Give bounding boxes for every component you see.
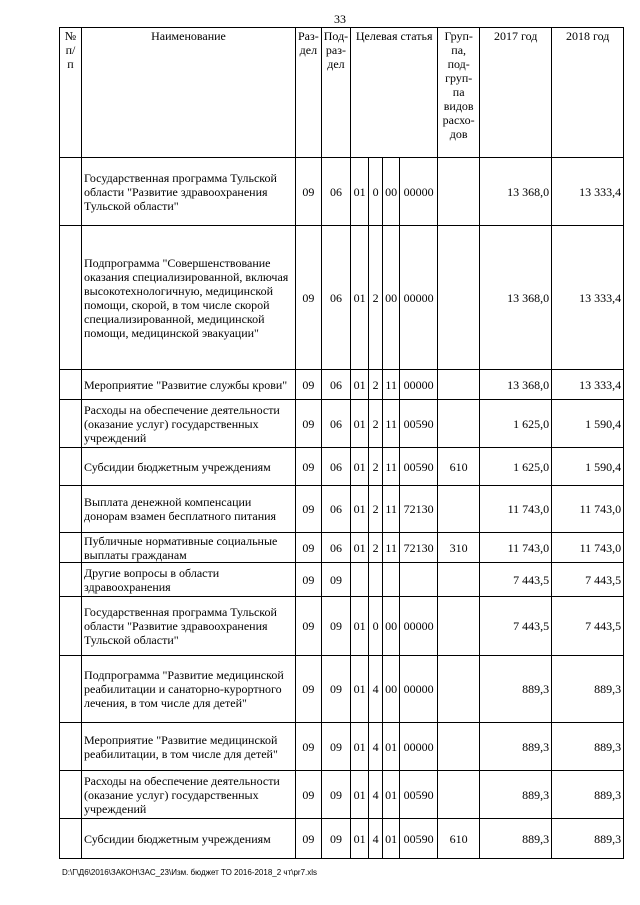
cell-razdel: 09	[296, 158, 322, 226]
cell-cs1: 01	[351, 400, 369, 448]
cell-cs2: 2	[369, 370, 383, 400]
cell-cs3: 00	[383, 158, 400, 226]
header-subsection: Под-раз-дел	[321, 28, 350, 158]
cell-group	[438, 771, 480, 819]
cell-cs4: 72130	[400, 486, 438, 533]
cell-y2017: 889,3	[480, 656, 552, 723]
cell-no	[60, 563, 82, 597]
cell-y2018: 13 333,4	[552, 370, 624, 400]
cell-cs1: 01	[351, 597, 369, 656]
table-row	[60, 486, 624, 533]
table-row	[60, 723, 624, 771]
cell-no	[60, 448, 82, 486]
header-year-2018: 2018 год	[552, 28, 624, 158]
cell-podrazdel: 06	[321, 158, 350, 226]
cell-cs3: 11	[383, 400, 400, 448]
header-target-item: Целевая статья	[351, 28, 438, 158]
table-row	[60, 771, 624, 819]
table-body	[60, 158, 624, 859]
cell-name: Подпрограмма "Совершенствование оказания специализированной, включая высокотехнологичную, медицинской помощи, скорой, в том числе скорой специализированной, медицинской помощи, медицинской эвакуации"	[82, 226, 296, 370]
cell-name: Другие вопросы в области здравоохранения	[82, 563, 296, 597]
budget-table	[59, 27, 624, 859]
cell-cs1: 01	[351, 533, 369, 563]
cell-razdel: 09	[296, 400, 322, 448]
cell-group	[438, 370, 480, 400]
cell-no	[60, 158, 82, 226]
cell-name: Государственная программа Тульской области "Развитие здравоохранения Тульской области"	[82, 158, 296, 226]
cell-group	[438, 226, 480, 370]
cell-cs4: 00000	[400, 226, 438, 370]
cell-razdel: 09	[296, 370, 322, 400]
cell-cs1: 01	[351, 819, 369, 859]
cell-y2017: 11 743,0	[480, 486, 552, 533]
table-row	[60, 656, 624, 723]
header-name: Наименование	[82, 28, 296, 158]
cell-cs1: 01	[351, 656, 369, 723]
cell-cs3: 11	[383, 448, 400, 486]
cell-y2018: 11 743,0	[552, 486, 624, 533]
header-section: Раз-дел	[296, 28, 322, 158]
cell-podrazdel: 06	[321, 400, 350, 448]
cell-razdel: 09	[296, 563, 322, 597]
cell-cs3: 01	[383, 771, 400, 819]
cell-y2017: 11 743,0	[480, 533, 552, 563]
cell-podrazdel: 09	[321, 819, 350, 859]
cell-cs4: 00000	[400, 370, 438, 400]
cell-group	[438, 597, 480, 656]
table-row	[60, 226, 624, 370]
cell-group	[438, 656, 480, 723]
cell-no	[60, 656, 82, 723]
cell-cs3: 11	[383, 486, 400, 533]
cell-y2018: 889,3	[552, 723, 624, 771]
cell-y2017: 1 625,0	[480, 400, 552, 448]
cell-razdel: 09	[296, 723, 322, 771]
cell-no	[60, 486, 82, 533]
cell-cs2: 2	[369, 448, 383, 486]
cell-y2018: 13 333,4	[552, 158, 624, 226]
table-row	[60, 597, 624, 656]
cell-cs2: 2	[369, 486, 383, 533]
cell-cs3: 00	[383, 226, 400, 370]
cell-cs2: 4	[369, 723, 383, 771]
cell-group	[438, 723, 480, 771]
cell-y2018: 889,3	[552, 656, 624, 723]
cell-cs2: 0	[369, 158, 383, 226]
table-row	[60, 400, 624, 448]
cell-cs2: 4	[369, 656, 383, 723]
cell-podrazdel: 06	[321, 533, 350, 563]
cell-name: Субсидии бюджетным учреждениям	[82, 448, 296, 486]
cell-podrazdel: 09	[321, 563, 350, 597]
cell-cs1: 01	[351, 723, 369, 771]
cell-razdel: 09	[296, 819, 322, 859]
cell-cs3: 00	[383, 656, 400, 723]
cell-y2018: 7 443,5	[552, 563, 624, 597]
cell-group	[438, 486, 480, 533]
cell-cs4	[400, 563, 438, 597]
cell-cs4: 00590	[400, 448, 438, 486]
file-path-footer: D:\Г\Д6\2016\ЗАКОН\ЗАС_23\Изм. бюджет ТО 2016-2018_2 чт\рr7.xls	[62, 868, 318, 877]
cell-cs3: 01	[383, 723, 400, 771]
cell-group: 310	[438, 533, 480, 563]
cell-group: 610	[438, 448, 480, 486]
cell-y2017: 7 443,5	[480, 563, 552, 597]
cell-podrazdel: 06	[321, 486, 350, 533]
cell-razdel: 09	[296, 771, 322, 819]
table-row	[60, 158, 624, 226]
page-number: 33	[334, 12, 346, 26]
table-row	[60, 370, 624, 400]
cell-y2018: 11 743,0	[552, 533, 624, 563]
cell-cs1: 01	[351, 370, 369, 400]
cell-no	[60, 370, 82, 400]
cell-name: Мероприятие "Развитие медицинской реабилитации, в том числе для детей"	[82, 723, 296, 771]
table-row	[60, 563, 624, 597]
cell-name: Мероприятие "Развитие службы крови"	[82, 370, 296, 400]
cell-cs4: 00000	[400, 597, 438, 656]
cell-y2017: 889,3	[480, 723, 552, 771]
cell-y2017: 7 443,5	[480, 597, 552, 656]
cell-group: 610	[438, 819, 480, 859]
cell-name: Подпрограмма "Развитие медицинской реабилитации и санаторно-курортного лечения, в том числе для детей"	[82, 656, 296, 723]
cell-no	[60, 400, 82, 448]
cell-y2018: 1 590,4	[552, 400, 624, 448]
cell-name: Государственная программа Тульской области "Развитие здравоохранения Тульской области"	[82, 597, 296, 656]
cell-name: Выплата денежной компенсации донорам взамен бесплатного питания	[82, 486, 296, 533]
cell-podrazdel: 06	[321, 226, 350, 370]
cell-cs1: 01	[351, 158, 369, 226]
cell-no	[60, 819, 82, 859]
cell-no	[60, 226, 82, 370]
cell-podrazdel: 09	[321, 723, 350, 771]
table-row	[60, 533, 624, 563]
cell-cs2: 2	[369, 533, 383, 563]
cell-no	[60, 723, 82, 771]
cell-cs4: 00590	[400, 819, 438, 859]
cell-cs2: 2	[369, 400, 383, 448]
cell-group	[438, 563, 480, 597]
cell-name: Субсидии бюджетным учреждениям	[82, 819, 296, 859]
cell-cs1: 01	[351, 226, 369, 370]
cell-cs2: 4	[369, 819, 383, 859]
cell-podrazdel: 06	[321, 370, 350, 400]
table-row	[60, 448, 624, 486]
cell-cs4: 00000	[400, 158, 438, 226]
cell-cs3: 00	[383, 597, 400, 656]
cell-podrazdel: 09	[321, 656, 350, 723]
cell-razdel: 09	[296, 597, 322, 656]
cell-razdel: 09	[296, 656, 322, 723]
cell-no	[60, 597, 82, 656]
cell-y2017: 13 368,0	[480, 370, 552, 400]
cell-y2017: 889,3	[480, 819, 552, 859]
cell-cs4: 00000	[400, 723, 438, 771]
cell-y2018: 13 333,4	[552, 226, 624, 370]
cell-razdel: 09	[296, 448, 322, 486]
header-expense-group: Груп-па, под-груп-па видов расхо-дов	[438, 28, 480, 158]
cell-cs3: 11	[383, 370, 400, 400]
cell-cs4: 00000	[400, 656, 438, 723]
cell-name: Публичные нормативные социальные выплаты гражданам	[82, 533, 296, 563]
cell-razdel: 09	[296, 226, 322, 370]
cell-cs3: 01	[383, 819, 400, 859]
cell-y2018: 1 590,4	[552, 448, 624, 486]
cell-cs3	[383, 563, 400, 597]
cell-podrazdel: 06	[321, 448, 350, 486]
cell-podrazdel: 09	[321, 597, 350, 656]
cell-y2018: 889,3	[552, 771, 624, 819]
cell-cs2	[369, 563, 383, 597]
cell-cs2: 2	[369, 226, 383, 370]
cell-name: Расходы на обеспечение деятельности (оказание услуг) государственных учреждений	[82, 771, 296, 819]
cell-cs4: 00590	[400, 771, 438, 819]
cell-y2017: 13 368,0	[480, 158, 552, 226]
header-number: № п/ п	[60, 28, 82, 158]
table-row	[60, 819, 624, 859]
cell-cs4: 00590	[400, 400, 438, 448]
header-year-2017: 2017 год	[480, 28, 552, 158]
cell-y2017: 889,3	[480, 771, 552, 819]
cell-cs4: 72130	[400, 533, 438, 563]
cell-group	[438, 158, 480, 226]
cell-cs2: 0	[369, 597, 383, 656]
cell-razdel: 09	[296, 486, 322, 533]
cell-no	[60, 771, 82, 819]
cell-cs1: 01	[351, 448, 369, 486]
cell-y2017: 13 368,0	[480, 226, 552, 370]
cell-y2017: 1 625,0	[480, 448, 552, 486]
cell-cs1: 01	[351, 771, 369, 819]
cell-group	[438, 400, 480, 448]
cell-cs3: 11	[383, 533, 400, 563]
cell-name: Расходы на обеспечение деятельности (оказание услуг) государственных учреждений	[82, 400, 296, 448]
cell-razdel: 09	[296, 533, 322, 563]
cell-y2018: 889,3	[552, 819, 624, 859]
cell-cs1	[351, 563, 369, 597]
cell-cs2: 4	[369, 771, 383, 819]
cell-no	[60, 533, 82, 563]
cell-y2018: 7 443,5	[552, 597, 624, 656]
cell-podrazdel: 09	[321, 771, 350, 819]
cell-cs1: 01	[351, 486, 369, 533]
